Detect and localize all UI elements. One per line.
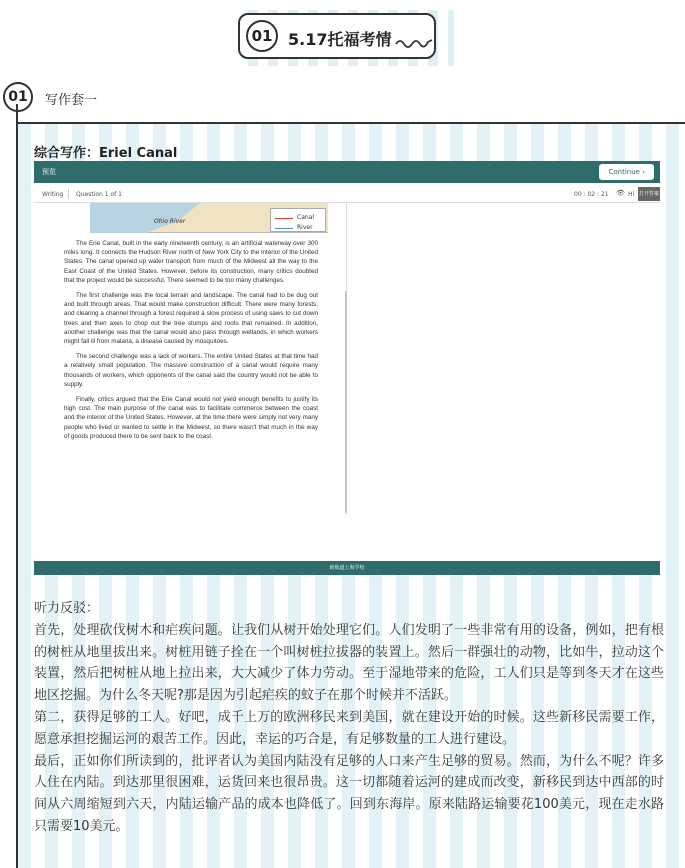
listening-paragraph: 首先，处理砍伐树木和疟疾问题。让我们从树开始处理它们。人们发明了一些非常有用的设备，例如，把有根的树桩从地里拔出来。树桩用链子拴在一个叫树桩拉拔器的装置上。然后一群强壮的动物，比如牛，拉动这个装置，然后把树桩从地上拉出来，大大减少了体力劳动。至于湿地带来的危险，工人们只是等到冬天才在这些地区挖掘。为什么冬天呢?那是因为引起疟疾的蚊子在那个时候并不活跃。 xyxy=(34,622,664,704)
section-title: 写作套一 xyxy=(45,93,98,108)
swirl-icon xyxy=(394,36,434,52)
continue-label: Continue xyxy=(608,168,640,176)
sub-bar-separator xyxy=(68,189,69,199)
listening-heading: 听力反驳： xyxy=(34,601,100,616)
listening-paragraph: 最后，正如你们所读到的，批评者认为美国内陆没有足够的人口来产生足够的贸易。然而，为什么不呢？许多人住在内陆。到达那里很困难，运货回来也很昂贵。这一切都随着运河的建成而改变，新移民到达中西部的时间从六周缩短到六天，内陆运输产品的成本也降低了。回到东海岸。原来陆路运输要花100美元，现在走水路只需要10美元。 xyxy=(34,753,664,834)
section-number: 01 xyxy=(3,82,33,112)
test-footer: 新航道上海学校 xyxy=(34,561,660,575)
test-sub-bar xyxy=(34,185,660,203)
hide-time-label[interactable]: Hi xyxy=(628,191,635,198)
legend-canal: Canal xyxy=(297,214,315,221)
preview-label: 预览 xyxy=(42,168,56,176)
section-label: Writing xyxy=(42,191,64,198)
task-subheading: 综合写作：Eriel Canal xyxy=(34,146,178,161)
legend-river: River xyxy=(297,224,313,231)
open-answer-button[interactable]: 打开答案 xyxy=(638,187,660,201)
canal-legend-line xyxy=(275,218,293,219)
listening-paragraph: 第二，获得足够的工人。好吧，成千上万的欧洲移民来到美国，就在建设开始的时候。这些新移民需要工作，愿意承担挖掘运河的艰苦工作。因此，幸运的巧合是，有足够数量的工人进行建设。 xyxy=(34,709,664,747)
canal-map xyxy=(90,203,328,233)
reading-passage xyxy=(64,239,318,447)
header-title: 5.17托福考情 xyxy=(288,30,392,49)
passage-paragraph: The first challenge was the local terrain and landscape. The canal had to be dug out and built through areas. That would make construction difficult. There were many forests, and clearing a channel through a forest required a slow process of using saws to cut down trees and then axes to chop out the tree stumps and roots that remained. In addition, another challenge was that the canal would also pass through wetlands, in which workers might fall ill from malaria, a disease caused by mosquitoes. xyxy=(64,292,318,346)
header-badge xyxy=(0,0,685,76)
map-legend xyxy=(270,208,326,232)
header-number: 01 xyxy=(246,20,278,52)
question-counter: Question 1 of 1 xyxy=(76,191,122,198)
listening-rebuttal xyxy=(34,598,664,838)
passage-scrollbar[interactable] xyxy=(345,291,347,513)
timer: 00 : 02 : 21 xyxy=(574,191,609,198)
passage-paragraph: Finally, critics argued that the Erie Canal would not yield enough benefits to justify its high cost. The main purpose of the canal was to facilitate commerce between the coast and the interior of the United States. However, at the time there were simply not very many people who lived or wanted to settle in the Midwest, so there wasn't that much in the way of goods produced there to be sent back to the coast. xyxy=(64,396,318,440)
continue-button[interactable]: Continue › xyxy=(599,164,654,180)
river-legend-line xyxy=(275,228,293,229)
eye-icon[interactable]: 👁 xyxy=(616,189,625,197)
passage-paragraph: The second challenge was a lack of workers. The entire United States at that time had a relatively small population. The massive construction of a canal would require many thousands of workers, which opponents of the canal said the country would not be able to supply. xyxy=(64,353,318,388)
test-top-bar xyxy=(34,161,660,183)
map-river-label: Ohio River xyxy=(154,218,186,225)
passage-paragraph: The Erie Canal, built in the early nineteenth century, is an artificial waterway over 300 miles long. It connects the Hudson River north of New York City to the interior of the United States. The canal opened up water transport from much of the Midwest all the way to the East Coast of the United States. However, before its construction, many critics doubted that the project would be successful. There seemed to be too many challenges. xyxy=(64,240,318,284)
test-screenshot xyxy=(34,161,660,575)
frame-connector xyxy=(16,104,30,124)
